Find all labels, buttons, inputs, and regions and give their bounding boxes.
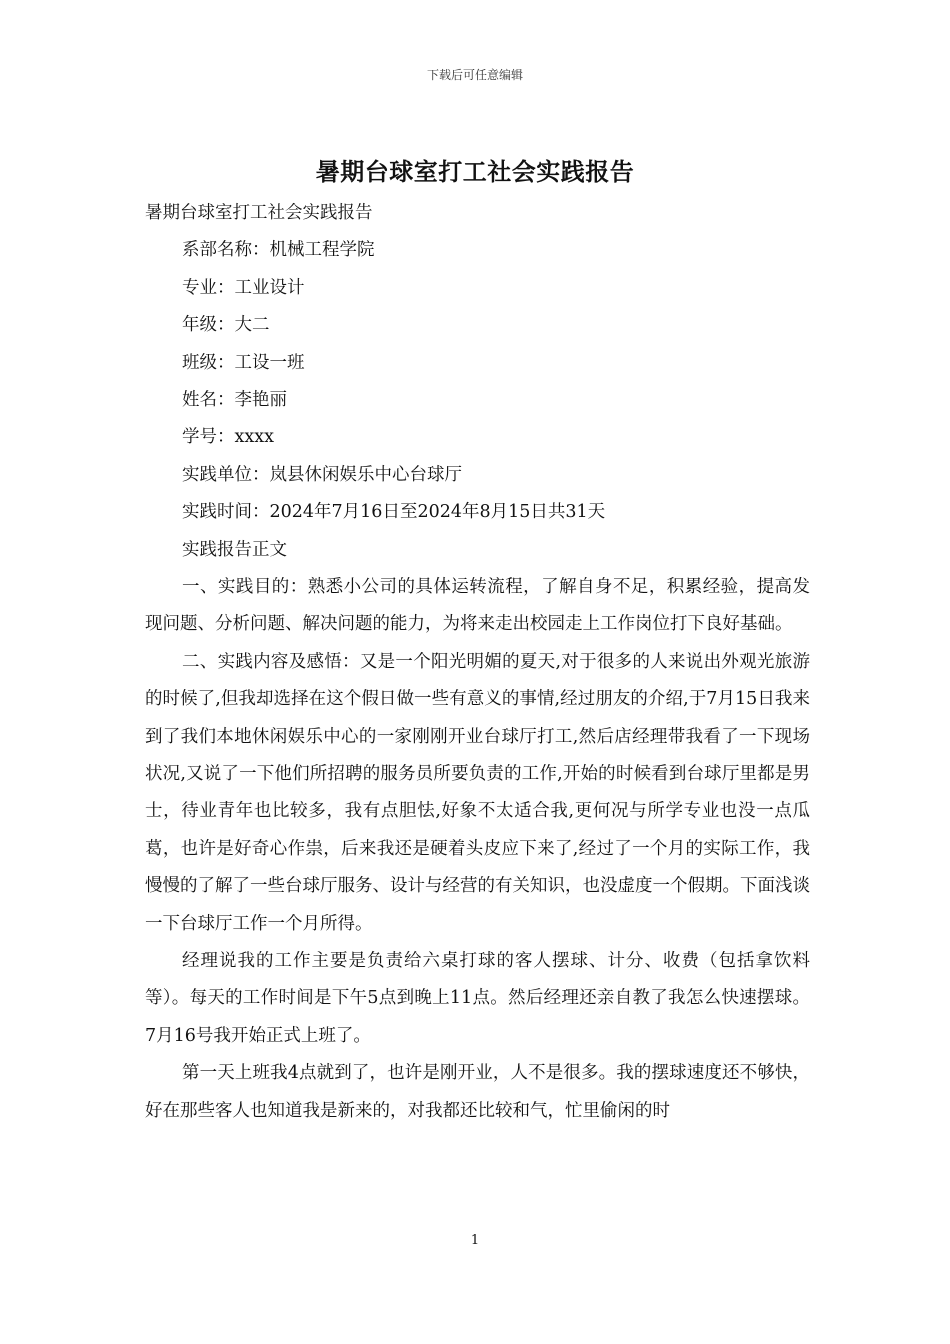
header-note: 下载后可任意编辑 [426,68,523,82]
info-major: 专业：工业设计 [182,277,305,298]
document-title: 暑期台球室打工社会实践报告 [315,157,635,186]
info-practice-time: 实践时间：2024年7月16日至2024年8月15日共31天 [182,502,606,523]
info-class: 班级：工设一班 [182,352,305,373]
document-body [145,195,810,1130]
info-practice-unit: 实践单位：岚县休闲娱乐中心台球厅 [182,464,462,485]
paragraph-first-day: 第一天上班我4点就到了，也许是刚开业，人不是很多。我的摆球速度还不够快，好在那些客人也知道我是新来的，对我都还比较和气，忙里偷闲的时 [145,1063,810,1121]
info-name: 姓名：李艳丽 [182,389,287,410]
info-department: 系部名称：机械工程学院 [182,240,375,261]
paragraph-content: 二、实践内容及感悟：又是一个阳光明媚的夏天,对于很多的人来说出外观光旅游的时候了,但我却选择在这个假日做一些有意义的事情,经过朋友的介绍,于7月15日我来到了我们本地休闲娱乐中心的一家刚刚开业台球厅打工,然后店经理带我看了一下现场状况,又说了一下他们所招聘的服务员所要负责的工作,开始的时候看到台球厅里都是男士，待业青年也比较多，我有点胆怯,好象不太适合我,更何况与所学专业也没一点瓜葛，也许是好奇心作祟，后来我还是硬着头皮应下来了,经过了一个月的实际工作，我慢慢的了解了一些台球厅服务、设计与经营的有关知识，也没虚度一个假期。下面浅谈一下台球厅工作一个月所得。 [145,651,810,934]
info-report-body-heading: 实践报告正文 [182,539,287,560]
document-subtitle: 暑期台球室打工社会实践报告 [145,203,373,223]
info-student-id: 学号：xxxx [182,427,274,448]
info-grade: 年级：大二 [182,315,270,336]
page-number: 1 [470,1233,480,1248]
paragraph-purpose: 一、实践目的：熟悉小公司的具体运转流程，了解自身不足，积累经验，提高发现问题、分析问题、解决问题的能力，为将来走出校园走上工作岗位打下良好基础。 [145,576,810,635]
paragraph-duties: 经理说我的工作主要是负责给六桌打球的客人摆球、计分、收费（包括拿饮料等）。每天的工作时间是下午5点到晚上11点。然后经理还亲自教了我怎么快速摆球。7月16号我开始正式上班了。 [145,950,810,1046]
